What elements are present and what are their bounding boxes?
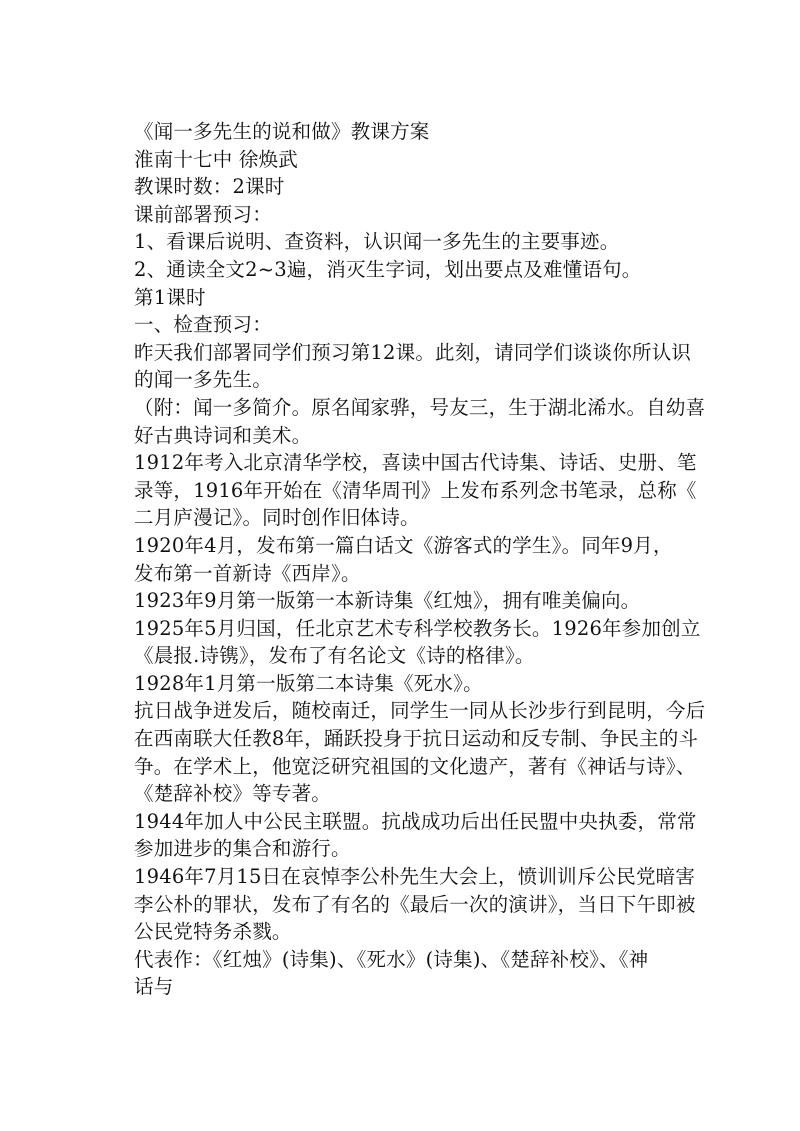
text-line: 参加进步的集合和游行。: [134, 837, 351, 861]
text-line: 第1课时: [134, 285, 206, 309]
text-line: 2、通读全文2~3遍，消灭生字词，划出要点及难懂语句。: [134, 257, 642, 281]
text-line: 代表作：《红烛》(诗集)、《死水》(诗集)、《楚辞补校》、《神: [134, 947, 649, 971]
text-line: 昨天我们部署同学们预习第12课。此刻，请同学们谈谈你所认识: [134, 340, 692, 364]
text-line: 1946年7月15日在哀悼李公朴先生大会上，愤训训斥公民党暗害: [134, 865, 696, 889]
text-line: 话与: [134, 975, 174, 999]
text-line: 公民党特务杀戮。: [134, 920, 292, 944]
text-line: 一、检查预习：: [134, 313, 272, 337]
text-line: 《楚辞补校》等专著。: [134, 782, 332, 806]
text-line: 《晨报.诗镌》，发布了有名论文《诗的格律》。: [134, 644, 535, 668]
text-line: 1、看课后说明、查资料，认识闻一多先生的主要事迹。: [134, 230, 620, 254]
text-line: 1923年9月第一版第一本新诗集《红烛》，拥有唯美偏向。: [134, 589, 641, 613]
text-line: 1912年考入北京清华学校，喜读中国古代诗集、诗话、史册、笔: [134, 451, 697, 475]
text-line: （附：闻一多简介。原名闻家骅，号友三，生于湖北浠水。自幼喜: [134, 395, 706, 419]
document-title: 《闻一多先生的说和做》教课方案: [134, 120, 430, 143]
text-line: 的闻一多先生。: [134, 368, 272, 392]
text-line: 争。在学术上，他宽泛研究祖国的文化遗产，著有《神话与诗》、: [134, 754, 696, 778]
text-line: 发布第一首新诗《西岸》。: [134, 561, 361, 585]
text-line: 好古典诗词和美术。: [134, 423, 312, 447]
text-line: 二月庐漫记》。同时创作旧体诗。: [134, 506, 420, 530]
text-line: 1928年1月第一版第二本诗集《死水》。: [134, 671, 483, 695]
text-line: 在西南联大任教8年，踊跃投身于抗日运动和反专制、争民主的斗: [134, 727, 699, 751]
text-line: 课前部署预习：: [134, 202, 272, 226]
text-line: 李公朴的罪状，发布了有名的《最后一次的演讲》，当日下午即被: [134, 892, 696, 916]
text-line: 1925年5月归国，任北京艺术专科学校教务长。1926年参加创立: [134, 616, 701, 640]
text-line: 录等，1916年开始在《清华周刊》上发布系列念书笔录，总称《: [134, 478, 697, 502]
text-line: 1920年4月，发布第一篇白话文《游客式的学生》。同年9月，: [134, 533, 673, 557]
text-line: 教课时数：2课时: [134, 175, 285, 199]
lesson-plan-text: [134, 118, 744, 1001]
author-line: 淮南十七中 徐焕武: [134, 147, 298, 171]
text-line: 1944年加人中公民主联盟。抗战成功后出任民盟中央执委，常常: [134, 809, 697, 833]
text-line: 抗日战争迸发后，随校南迁，同学生一同从长沙步行到昆明，今后: [134, 699, 706, 723]
